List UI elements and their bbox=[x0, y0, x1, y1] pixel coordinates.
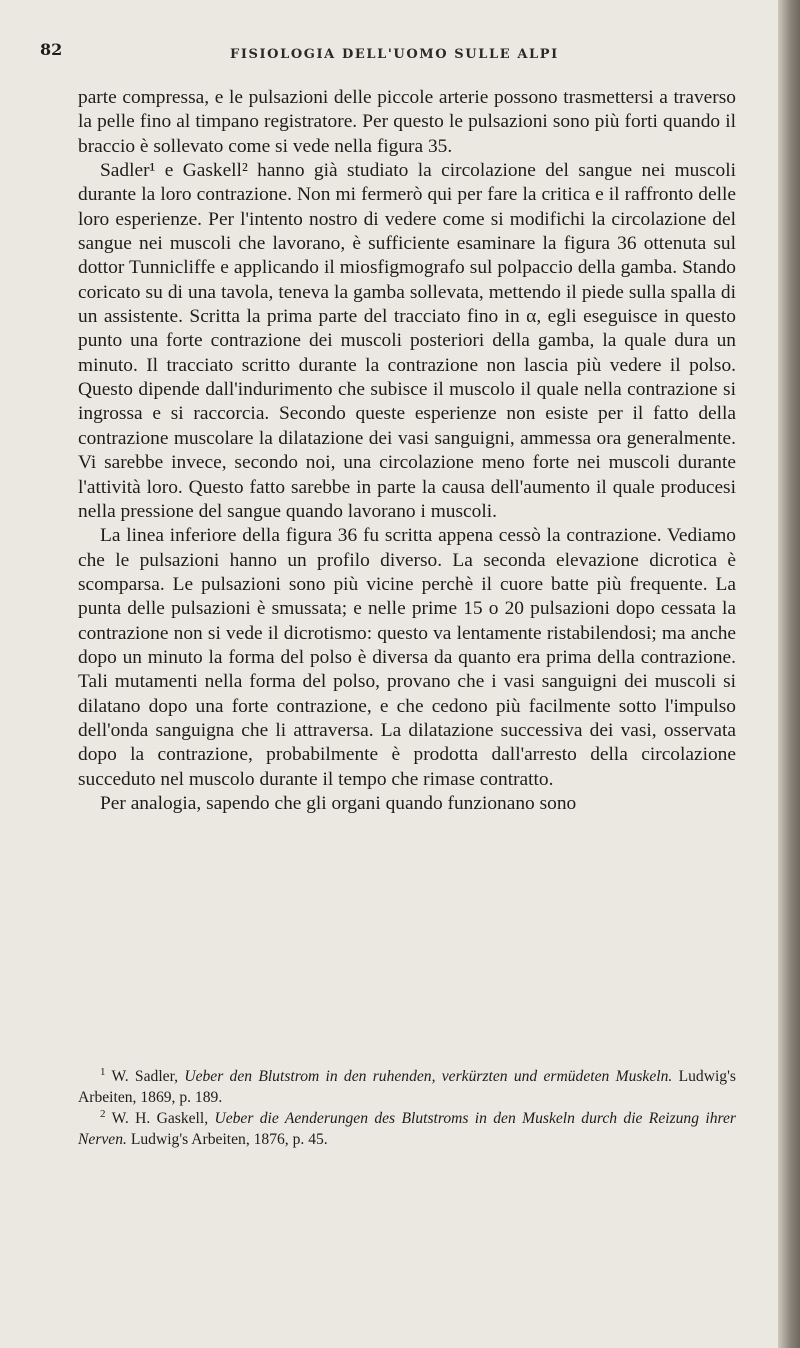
footnote-author: W. Sadler, bbox=[111, 1068, 179, 1085]
paragraph: Per analogia, sapendo che gli organi quando funzionano sono bbox=[100, 792, 577, 814]
footnote-source: Ludwig's Arbeiten, 1876, p. 45. bbox=[130, 1131, 328, 1148]
footnotes bbox=[78, 1066, 736, 1150]
footnote-title: Ueber die Aenderungen des Blutstroms in den Muskeln durch die Reizung ihrer Nerven. bbox=[78, 1110, 736, 1148]
paragraph: La linea inferiore della figura 36 fu scritta appena cessò la contrazione. Vediamo che le pulsazioni hanno un profilo diverso. La seconda elevazione dicrotica è scomparsa. Le pulsazioni sono più vicine perchè il cuore batte più frequente. La punta delle pulsazioni è smussata; e nelle prime 15 o 20 pulsazioni dopo cessata la contrazione non si vede il dicrotismo: questo va lentamente ristabilendosi; ma anche dopo un minuto la forma del polso è diversa da quanto era prima della contrazione. Tali mutamenti nella forma del polso, provano che i vasi sanguigni dei muscoli si dilatano dopo una forte contrazione, e che cedono più facilmente sotto l'impulso dell'onda sanguigna che li attraversa. La dilatazione successiva dei vasi, osservata dopo la contrazione, probabilmente è prodotta dall'arresto della circolazione succeduto nel muscolo durante il tempo che rimase contratto. bbox=[78, 525, 736, 790]
footnote-marker: 2 bbox=[100, 1107, 106, 1120]
paragraph: parte compressa, e le pulsazioni delle piccole arterie possono trasmettersi a traverso la pelle fino al timpano registratore. Per questo le pulsazioni sono più forti quando il braccio è sollevato come si vede nella figura 35. bbox=[78, 87, 736, 157]
footnote-marker: 1 bbox=[100, 1065, 106, 1078]
footnote-title: Ueber den Blutstrom in den ruhenden, verkürzten und ermüdeten Muskeln. bbox=[184, 1068, 673, 1085]
footnote bbox=[78, 1108, 736, 1150]
page-number: 82 bbox=[40, 40, 63, 59]
paragraph: Sadler¹ e Gaskell² hanno già studiato la circolazione del sangue nei muscoli durante la loro contrazione. Non mi fermerò qui per fare la critica e il raffronto delle loro esperienze. Per l'intento nostro di vedere come si modifichi la circolazione del sangue nei muscoli che lavorano, è sufficiente esaminare la figura 36 ottenuta sul dottor Tunnicliffe e applicando il miosfigmografo sul polpaccio della gamba. Stando coricato su di una tavola, teneva la gamba sollevata, mettendo il piede sulla spalla di un assistente. Scritta la prima parte del tracciato fino in α, egli eseguisce in questo punto una forte contrazione dei muscoli posteriori della gamba, la quale dura un minuto. Il tracciato scritto durante la contrazione non lascia più vedere il polso. Questo dipende dall'indurimento che subisce il muscolo il quale nella contrazione si ingrossa e si raccorcia. Secondo queste esperienze non esiste per il fatto della contrazione muscolare la dilatazione dei vasi sanguigni, ammessa ora generalmente. Vi sarebbe invece, secondo noi, una circolazione meno forte nei muscoli durante l'attività loro. Questo fatto sarebbe in parte la causa dell'aumento il quale producesi nella pressione del sangue quando lavorano i muscoli. bbox=[78, 160, 736, 522]
running-title: FISIOLOGIA DELL'UOMO SULLE ALPI bbox=[230, 47, 559, 62]
footnote-source: Ludwig's Arbeiten, 1869, p. 189. bbox=[78, 1068, 736, 1106]
page-header bbox=[40, 42, 740, 66]
book-spine-shadow bbox=[778, 0, 800, 1348]
footnote-author: W. H. Gaskell, bbox=[111, 1110, 209, 1127]
footnote bbox=[78, 1066, 736, 1108]
body-text bbox=[78, 86, 736, 816]
